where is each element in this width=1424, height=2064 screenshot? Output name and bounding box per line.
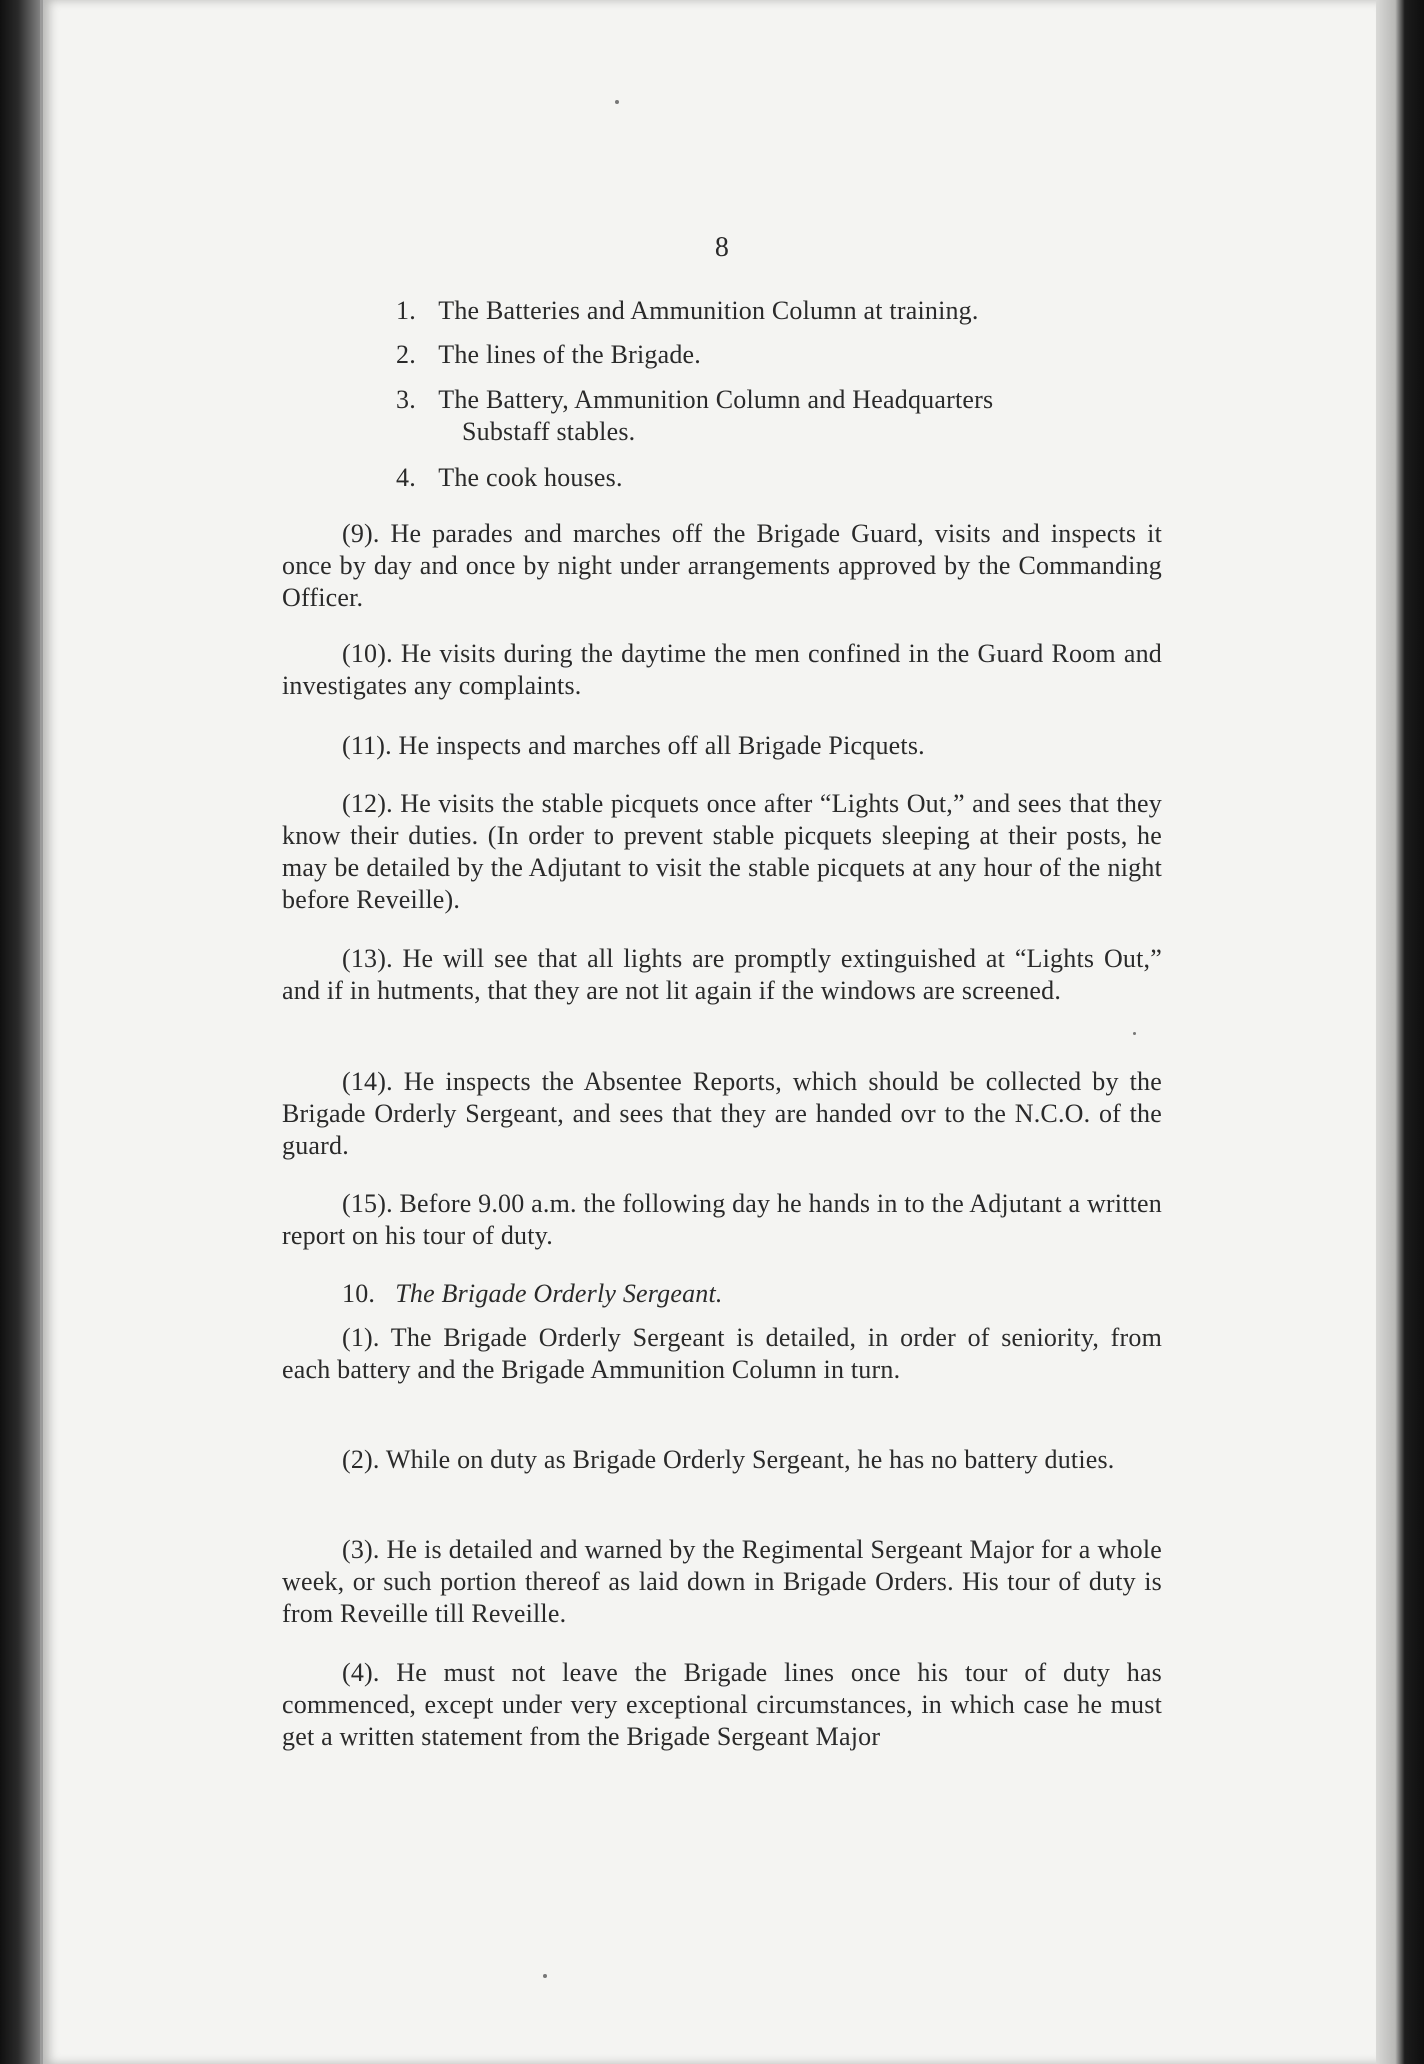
list-number: 2. — [396, 340, 416, 369]
list-text: The cook houses. — [438, 463, 623, 492]
paragraph: (14). He inspects the Absentee Reports, which should be collected by the Brigade Orderly Sergeant, and sees that they are handed ovr to the N.C.O. of the guard. — [282, 1067, 1162, 1160]
page-number: 8 — [714, 232, 730, 263]
paper-speck — [615, 100, 619, 104]
list-text: The lines of the Brigade. — [438, 340, 701, 369]
section-title: The Brigade Orderly Sergeant. — [395, 1279, 723, 1308]
paragraph: (10). He visits during the daytime the men confined in the Guard Room and investigates any complaints. — [282, 639, 1162, 700]
list-item — [396, 339, 1162, 371]
paragraph: (4). He must not leave the Brigade lines once his tour of duty has commenced, except under very exceptional circumstances, in which case he must get a written statement from the Brigade Sergeant Major — [282, 1658, 1162, 1751]
next-page-edge — [1376, 0, 1424, 2064]
paragraph: (9). He parades and marches off the Brigade Guard, visits and inspects it once by day and once by night under arrangements approved by the Commanding Officer. — [282, 519, 1162, 612]
list-number: 4. — [396, 463, 416, 492]
list-item — [396, 295, 1162, 327]
paragraph: (13). He will see that all lights are promptly extinguished at “Lights Out,” and if in hutments, that they are not lit again if the windows are screened. — [282, 944, 1162, 1005]
section-number: 10. — [342, 1279, 376, 1308]
list-item — [396, 384, 1162, 448]
list-item — [396, 462, 1162, 494]
paragraph: (15). Before 9.00 a.m. the following day he hands in to the Adjutant a written report on his tour of duty. — [282, 1189, 1162, 1250]
paper-speck — [543, 1974, 547, 1978]
paragraph: (1). The Brigade Orderly Sergeant is detailed, in order of seniority, from each battery and the Brigade Ammunition Column in turn. — [282, 1323, 1162, 1384]
paragraph: (2). While on duty as Brigade Orderly Sergeant, he has no battery duties. — [342, 1445, 1115, 1474]
section-heading — [282, 1278, 1162, 1310]
list-number: 1. — [396, 296, 416, 325]
paragraph: (11). He inspects and marches off all Brigade Picquets. — [342, 731, 925, 760]
list-number: 3. — [396, 385, 416, 414]
paragraph: (3). He is detailed and warned by the Regimental Sergeant Major for a whole week, or such portion thereof as laid down in Brigade Orders. His tour of duty is from Reveille till Reveille. — [282, 1535, 1162, 1628]
paper-speck — [1133, 1032, 1136, 1035]
list-text: The Battery, Ammunition Column and Headquarters — [438, 385, 994, 414]
list-text-continued: Substaff stables. — [462, 417, 636, 446]
list-text: The Batteries and Ammunition Column at training. — [438, 296, 979, 325]
paragraph: (12). He visits the stable picquets once after “Lights Out,” and sees that they know their duties. (In order to prevent stable picquets sleeping at their posts, he may be detailed by the Adjutant to visit the stable picquets at any hour of the night before Reveille). — [282, 789, 1162, 914]
